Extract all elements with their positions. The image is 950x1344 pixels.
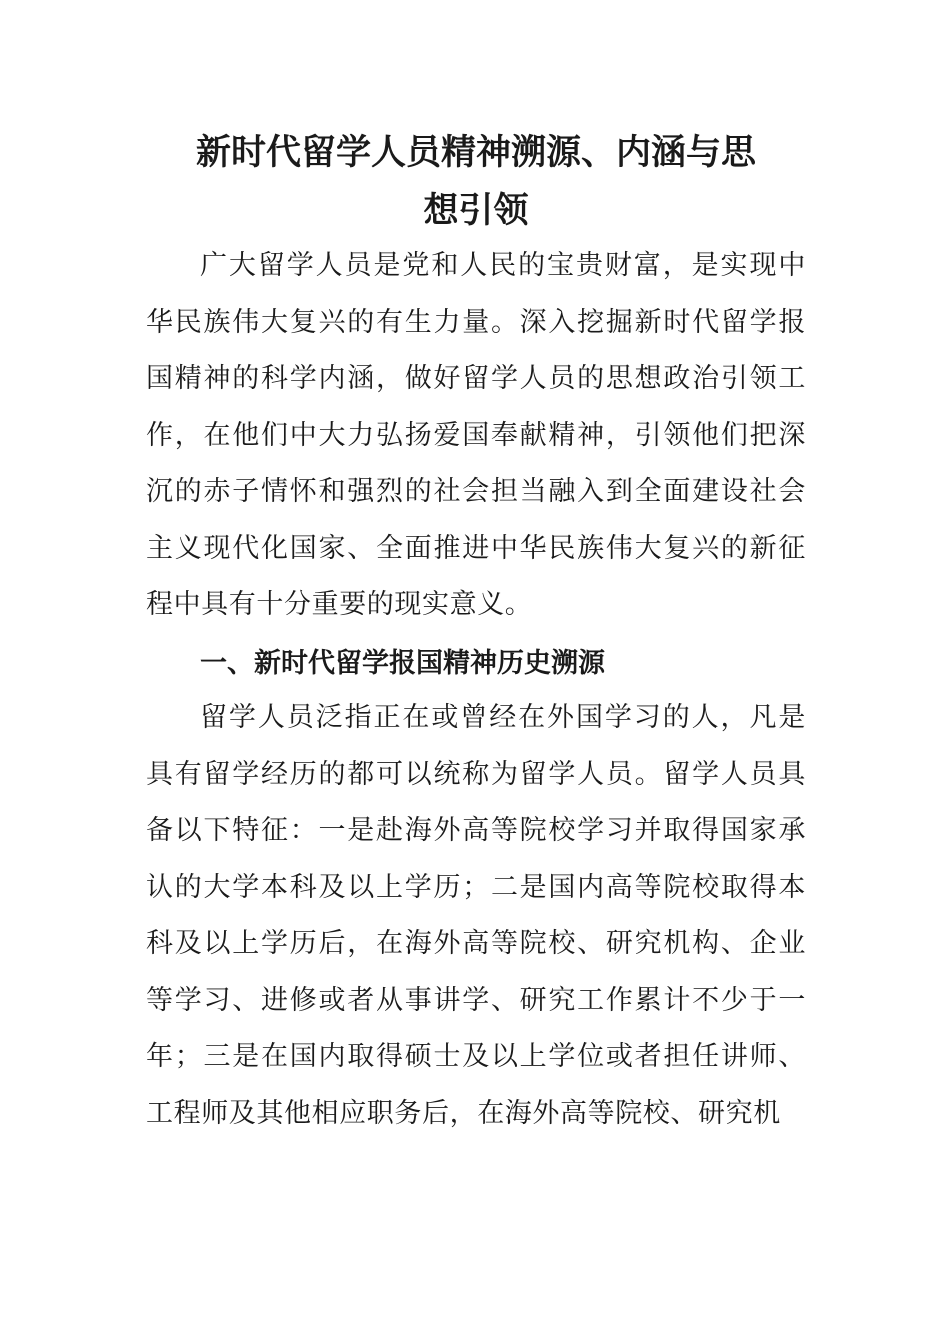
paragraph-intro: 广大留学人员是党和人民的宝贵财富，是实现中华民族伟大复兴的有生力量。深入挖掘新时代留学报国精神的科学内涵，做好留学人员的思想政治引领工作，在他们中大力弘扬爱国奉献精神，引领他们把深沉的赤子情怀和强烈的社会担当融入到全面建设社会主义现代化国家、全面推进中华民族伟大复兴的新征程中具有十分重要的现实意义。 [146, 250, 806, 620]
title-line-1: 新时代留学人员精神溯源、内涵与思 [195, 132, 756, 173]
document-title [146, 124, 806, 240]
paragraph-section-1: 留学人员泛指正在或曾经在外国学习的人，凡是具有留学经历的都可以统称为留学人员。留学人员具备以下特征：一是赴海外高等院校学习并取得国家承认的大学本科及以上学历；二是国内高等院校取得本科及以上学历后，在海外高等院校、研究机构、企业等学习、进修或者从事讲学、研究工作累计不少于一年；三是在国内取得硕士及以上学位或者担任讲师、工程师及其他相应职务后，在海外高等院校、研究机 [146, 702, 806, 1129]
section-heading-1: 一、新时代留学报国精神历史溯源 [200, 648, 605, 679]
title-line-2: 想引领 [423, 190, 529, 231]
